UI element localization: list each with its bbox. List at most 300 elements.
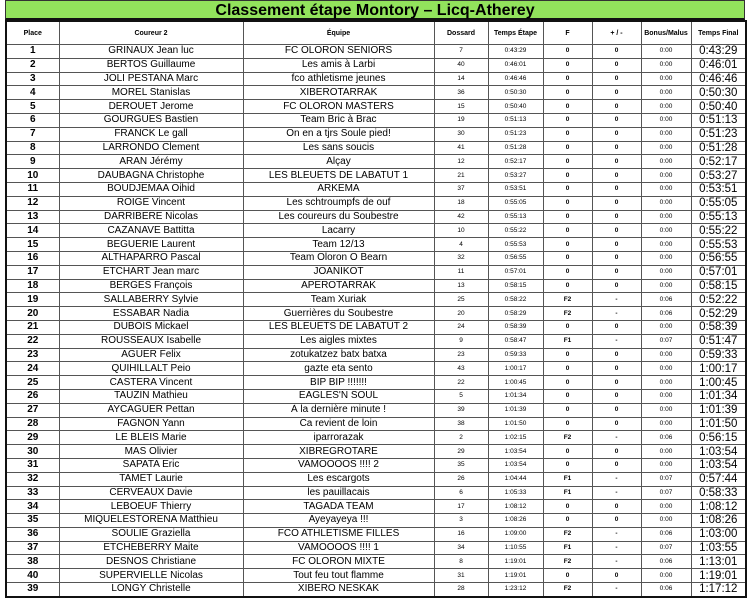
cell-bonus-malus: 0:00 [641,320,691,334]
cell-bib: 41 [434,141,488,155]
cell-bib: 25 [434,293,488,307]
cell-bonus-malus: 0:00 [641,389,691,403]
cell-bonus-malus: 0:00 [641,155,691,169]
cell-bonus-malus: 0:00 [641,100,691,114]
cell-final-time: 0:55:05 [691,196,746,210]
cell-runner: BOUDJEMAA Oihid [59,182,243,196]
cell-team: ARKEMA [243,182,434,196]
table-row [6,445,746,459]
table-row [6,486,746,500]
cell-bonus-malus: 0:06 [641,431,691,445]
cell-f: 0 [543,514,592,528]
cell-runner: FRANCK Le gall [59,127,243,141]
table-row [6,141,746,155]
cell-final-time: 1:03:54 [691,445,746,459]
cell-runner: SOULIE Graziella [59,527,243,541]
cell-stage-time: 0:46:01 [488,58,543,72]
results-sheet [5,0,745,598]
cell-runner: CAZANAVE Battitta [59,224,243,238]
cell-place: 26 [6,389,59,403]
cell-f: F2 [543,583,592,597]
cell-team: Les amis à Larbi [243,58,434,72]
cell-bib: 13 [434,279,488,293]
cell-f: 0 [543,569,592,583]
cell-final-time: 0:53:27 [691,169,746,183]
cell-bonus-malus: 0:00 [641,403,691,417]
cell-f: 0 [543,86,592,100]
cell-plus-minus: 0 [592,445,641,459]
cell-bonus-malus: 0:00 [641,458,691,472]
cell-plus-minus: - [592,472,641,486]
table-row [6,527,746,541]
header-final-time: Temps Final [691,21,746,45]
cell-plus-minus: 0 [592,196,641,210]
cell-f: F2 [543,293,592,307]
cell-stage-time: 0:50:30 [488,86,543,100]
cell-team: JOANIKOT [243,265,434,279]
cell-final-time: 0:46:46 [691,72,746,86]
cell-runner: DESNOS Christiane [59,555,243,569]
cell-bib: 37 [434,182,488,196]
cell-place: 14 [6,224,59,238]
cell-plus-minus: - [592,431,641,445]
cell-bonus-malus: 0:00 [641,141,691,155]
cell-place: 16 [6,251,59,265]
cell-team: Guerrières du Soubestre [243,307,434,321]
cell-f: 0 [543,251,592,265]
cell-team: VAMOOOOS !!!! 1 [243,541,434,555]
table-row [6,431,746,445]
cell-bonus-malus: 0:07 [641,541,691,555]
cell-bib: 3 [434,514,488,528]
cell-stage-time: 1:03:54 [488,458,543,472]
cell-plus-minus: - [592,486,641,500]
cell-team: Les coureurs du Soubestre [243,210,434,224]
cell-stage-time: 1:01:50 [488,417,543,431]
cell-plus-minus: 0 [592,45,641,59]
cell-runner: BERTOS Guillaume [59,58,243,72]
cell-plus-minus: 0 [592,100,641,114]
cell-runner: LE BLEIS Marie [59,431,243,445]
cell-runner: BERGES François [59,279,243,293]
cell-final-time: 0:55:13 [691,210,746,224]
cell-final-time: 0:51:47 [691,334,746,348]
cell-plus-minus: 0 [592,403,641,417]
cell-plus-minus: 0 [592,320,641,334]
cell-f: 0 [543,155,592,169]
results-table [5,20,747,598]
cell-bib: 36 [434,86,488,100]
cell-bib: 40 [434,58,488,72]
cell-team: Team Bric à Brac [243,113,434,127]
cell-stage-time: 1:01:39 [488,403,543,417]
cell-team: BIP BIP !!!!!!! [243,376,434,390]
cell-f: 0 [543,389,592,403]
cell-plus-minus: 0 [592,141,641,155]
cell-final-time: 1:03:54 [691,458,746,472]
cell-runner: GOURGUES Bastien [59,113,243,127]
cell-bib: 14 [434,72,488,86]
cell-team: LES BLEUETS DE LABATUT 1 [243,169,434,183]
cell-plus-minus: - [592,293,641,307]
cell-stage-time: 1:19:01 [488,555,543,569]
cell-plus-minus: 0 [592,72,641,86]
cell-place: 31 [6,458,59,472]
table-row [6,293,746,307]
cell-final-time: 0:56:55 [691,251,746,265]
table-row [6,58,746,72]
cell-final-time: 1:03:00 [691,527,746,541]
cell-bib: 34 [434,541,488,555]
cell-runner: JOLI PESTANA Marc [59,72,243,86]
page-title: Classement étape Montory – Licq-Atherey [5,0,745,20]
cell-team: XIBERO NESKAK [243,583,434,597]
cell-runner: TAMET Laurie [59,472,243,486]
cell-bib: 15 [434,100,488,114]
cell-team: Ayeyayeya !!! [243,514,434,528]
cell-bib: 12 [434,155,488,169]
cell-bonus-malus: 0:00 [641,417,691,431]
cell-f: 0 [543,58,592,72]
cell-bonus-malus: 0:00 [641,445,691,459]
header-runner: Coureur 2 [59,21,243,45]
cell-place: 37 [6,541,59,555]
cell-plus-minus: - [592,555,641,569]
cell-f: 0 [543,127,592,141]
cell-bonus-malus: 0:00 [641,72,691,86]
cell-f: F1 [543,541,592,555]
cell-final-time: 1:01:34 [691,389,746,403]
cell-team: Les escargots [243,472,434,486]
cell-f: F1 [543,334,592,348]
cell-place: 24 [6,362,59,376]
cell-place: 12 [6,196,59,210]
table-row [6,169,746,183]
cell-bib: 7 [434,45,488,59]
cell-final-time: 0:59:33 [691,348,746,362]
cell-team: Les sans soucis [243,141,434,155]
cell-final-time: 0:43:29 [691,45,746,59]
cell-team: FC OLORON MIXTE [243,555,434,569]
cell-bib: 22 [434,376,488,390]
cell-final-time: 0:52:22 [691,293,746,307]
cell-bib: 38 [434,417,488,431]
table-row [6,113,746,127]
cell-bonus-malus: 0:00 [641,45,691,59]
cell-final-time: 0:55:22 [691,224,746,238]
cell-runner: SALLABERRY Sylvie [59,293,243,307]
cell-stage-time: 1:19:01 [488,569,543,583]
cell-plus-minus: 0 [592,417,641,431]
cell-stage-time: 0:51:23 [488,127,543,141]
cell-runner: MOREL Stanislas [59,86,243,100]
cell-team: Lacarry [243,224,434,238]
cell-bib: 32 [434,251,488,265]
cell-team: iparrorazak [243,431,434,445]
cell-stage-time: 0:57:01 [488,265,543,279]
table-row [6,127,746,141]
cell-team: On en a tjrs Soule pied! [243,127,434,141]
cell-runner: LONGY Christelle [59,583,243,597]
header-row [6,21,746,45]
cell-stage-time: 0:46:46 [488,72,543,86]
cell-f: 0 [543,500,592,514]
cell-runner: ARAN Jérémy [59,155,243,169]
cell-plus-minus: 0 [592,224,641,238]
cell-plus-minus: 0 [592,113,641,127]
cell-bonus-malus: 0:00 [641,265,691,279]
cell-runner: AYCAGUER Pettan [59,403,243,417]
header-bonus-malus: Bonus/Malus [641,21,691,45]
cell-place: 2 [6,58,59,72]
cell-stage-time: 0:58:47 [488,334,543,348]
cell-plus-minus: 0 [592,169,641,183]
cell-f: 0 [543,376,592,390]
cell-bib: 29 [434,445,488,459]
cell-team: Les schtroumpfs de ouf [243,196,434,210]
cell-stage-time: 0:50:40 [488,100,543,114]
cell-bib: 20 [434,307,488,321]
cell-f: 0 [543,403,592,417]
table-row [6,155,746,169]
cell-f: 0 [543,320,592,334]
cell-stage-time: 0:58:39 [488,320,543,334]
cell-stage-time: 0:56:55 [488,251,543,265]
table-row [6,362,746,376]
cell-team: Tout feu tout flamme [243,569,434,583]
cell-bonus-malus: 0:00 [641,569,691,583]
cell-plus-minus: 0 [592,251,641,265]
cell-bib: 8 [434,555,488,569]
cell-place: 13 [6,210,59,224]
cell-bonus-malus: 0:06 [641,583,691,597]
cell-team: gazte eta sento [243,362,434,376]
table-row [6,72,746,86]
cell-plus-minus: 0 [592,127,641,141]
cell-f: F2 [543,555,592,569]
cell-runner: DARRIBERE Nicolas [59,210,243,224]
cell-place: 32 [6,472,59,486]
cell-plus-minus: - [592,307,641,321]
cell-final-time: 1:00:45 [691,376,746,390]
cell-bib: 30 [434,127,488,141]
cell-team: XIBEROTARRAK [243,86,434,100]
cell-runner: ALTHAPARRO Pascal [59,251,243,265]
table-row [6,320,746,334]
cell-team: VAMOOOOS !!!! 2 [243,458,434,472]
cell-team: FCO ATHLETISME FILLES [243,527,434,541]
cell-team: Alçay [243,155,434,169]
cell-f: F1 [543,472,592,486]
header-bib: Dossard [434,21,488,45]
cell-bib: 24 [434,320,488,334]
cell-bib: 16 [434,527,488,541]
cell-f: 0 [543,169,592,183]
cell-place: 6 [6,113,59,127]
cell-bib: 5 [434,389,488,403]
table-row [6,210,746,224]
cell-plus-minus: - [592,541,641,555]
cell-team: Team Xuriak [243,293,434,307]
cell-runner: ESSABAR Nadia [59,307,243,321]
cell-plus-minus: 0 [592,458,641,472]
cell-runner: BEGUERIE Laurent [59,238,243,252]
cell-f: 0 [543,182,592,196]
cell-final-time: 0:51:28 [691,141,746,155]
cell-place: 5 [6,100,59,114]
cell-bonus-malus: 0:00 [641,224,691,238]
cell-bonus-malus: 0:06 [641,555,691,569]
cell-f: F2 [543,307,592,321]
cell-runner: DAUBAGNA Christophe [59,169,243,183]
cell-plus-minus: - [592,527,641,541]
cell-runner: SUPERVIELLE Nicolas [59,569,243,583]
cell-final-time: 1:19:01 [691,569,746,583]
cell-bonus-malus: 0:06 [641,307,691,321]
cell-runner: GRINAUX Jean luc [59,45,243,59]
cell-stage-time: 0:58:15 [488,279,543,293]
cell-place: 40 [6,569,59,583]
cell-final-time: 0:55:53 [691,238,746,252]
table-row [6,541,746,555]
cell-stage-time: 0:58:22 [488,293,543,307]
cell-place: 38 [6,555,59,569]
table-row [6,555,746,569]
table-row [6,238,746,252]
table-row [6,348,746,362]
cell-place: 23 [6,348,59,362]
cell-f: 0 [543,100,592,114]
cell-stage-time: 0:55:13 [488,210,543,224]
cell-final-time: 0:58:15 [691,279,746,293]
cell-plus-minus: 0 [592,514,641,528]
cell-place: 27 [6,403,59,417]
cell-final-time: 0:51:13 [691,113,746,127]
cell-team: FC OLORON MASTERS [243,100,434,114]
cell-plus-minus: 0 [592,238,641,252]
cell-plus-minus: 0 [592,182,641,196]
cell-stage-time: 0:55:05 [488,196,543,210]
cell-stage-time: 0:51:13 [488,113,543,127]
cell-bonus-malus: 0:00 [641,196,691,210]
table-row [6,417,746,431]
cell-team: LES BLEUETS DE LABATUT 2 [243,320,434,334]
cell-bib: 21 [434,169,488,183]
cell-runner: CERVEAUX Davie [59,486,243,500]
cell-team: Ca revient de loin [243,417,434,431]
cell-bonus-malus: 0:07 [641,486,691,500]
cell-team: Team Oloron O Bearn [243,251,434,265]
cell-bonus-malus: 0:07 [641,334,691,348]
cell-runner: LEBOEUF Thierry [59,500,243,514]
cell-stage-time: 0:55:22 [488,224,543,238]
cell-bib: 28 [434,583,488,597]
table-row [6,100,746,114]
table-row [6,265,746,279]
cell-f: 0 [543,265,592,279]
cell-plus-minus: 0 [592,569,641,583]
cell-place: 1 [6,45,59,59]
cell-bib: 17 [434,500,488,514]
cell-bonus-malus: 0:00 [641,86,691,100]
table-row [6,196,746,210]
table-row [6,514,746,528]
cell-plus-minus: 0 [592,500,641,514]
cell-bib: 35 [434,458,488,472]
cell-runner: DEROUET Jerome [59,100,243,114]
cell-bib: 18 [434,196,488,210]
table-row [6,182,746,196]
cell-bib: 11 [434,265,488,279]
cell-bonus-malus: 0:00 [641,362,691,376]
cell-f: 0 [543,45,592,59]
cell-place: 17 [6,265,59,279]
cell-place: 35 [6,514,59,528]
cell-bib: 19 [434,113,488,127]
cell-plus-minus: 0 [592,348,641,362]
cell-f: 0 [543,113,592,127]
cell-f: 0 [543,210,592,224]
cell-bonus-malus: 0:00 [641,514,691,528]
cell-bonus-malus: 0:00 [641,127,691,141]
table-row [6,334,746,348]
table-row [6,224,746,238]
cell-final-time: 1:08:26 [691,514,746,528]
cell-final-time: 1:17:12 [691,583,746,597]
cell-bib: 9 [434,334,488,348]
cell-runner: FAGNON Yann [59,417,243,431]
cell-team: Team 12/13 [243,238,434,252]
table-row [6,251,746,265]
cell-final-time: 0:50:30 [691,86,746,100]
cell-place: 21 [6,320,59,334]
cell-team: TAGADA TEAM [243,500,434,514]
cell-stage-time: 0:51:28 [488,141,543,155]
cell-bib: 10 [434,224,488,238]
cell-bonus-malus: 0:00 [641,238,691,252]
cell-place: 15 [6,238,59,252]
cell-final-time: 0:53:51 [691,182,746,196]
cell-final-time: 0:50:40 [691,100,746,114]
cell-bib: 23 [434,348,488,362]
table-row [6,500,746,514]
cell-bib: 2 [434,431,488,445]
cell-stage-time: 0:55:53 [488,238,543,252]
cell-place: 18 [6,279,59,293]
cell-runner: ETCHEBERRY Maite [59,541,243,555]
cell-bib: 6 [434,486,488,500]
cell-team: zotukatzez batx batxa [243,348,434,362]
cell-stage-time: 1:01:34 [488,389,543,403]
table-row [6,458,746,472]
cell-f: 0 [543,362,592,376]
cell-runner: ROIGE Vincent [59,196,243,210]
cell-bib: 4 [434,238,488,252]
cell-runner: MAS Olivier [59,445,243,459]
cell-f: F2 [543,527,592,541]
cell-place: 7 [6,127,59,141]
cell-f: 0 [543,458,592,472]
cell-stage-time: 1:08:12 [488,500,543,514]
cell-plus-minus: 0 [592,376,641,390]
header-place: Place [6,21,59,45]
cell-bonus-malus: 0:00 [641,279,691,293]
cell-stage-time: 1:00:45 [488,376,543,390]
table-row [6,45,746,59]
cell-bonus-malus: 0:06 [641,527,691,541]
table-row [6,403,746,417]
cell-f: 0 [543,279,592,293]
